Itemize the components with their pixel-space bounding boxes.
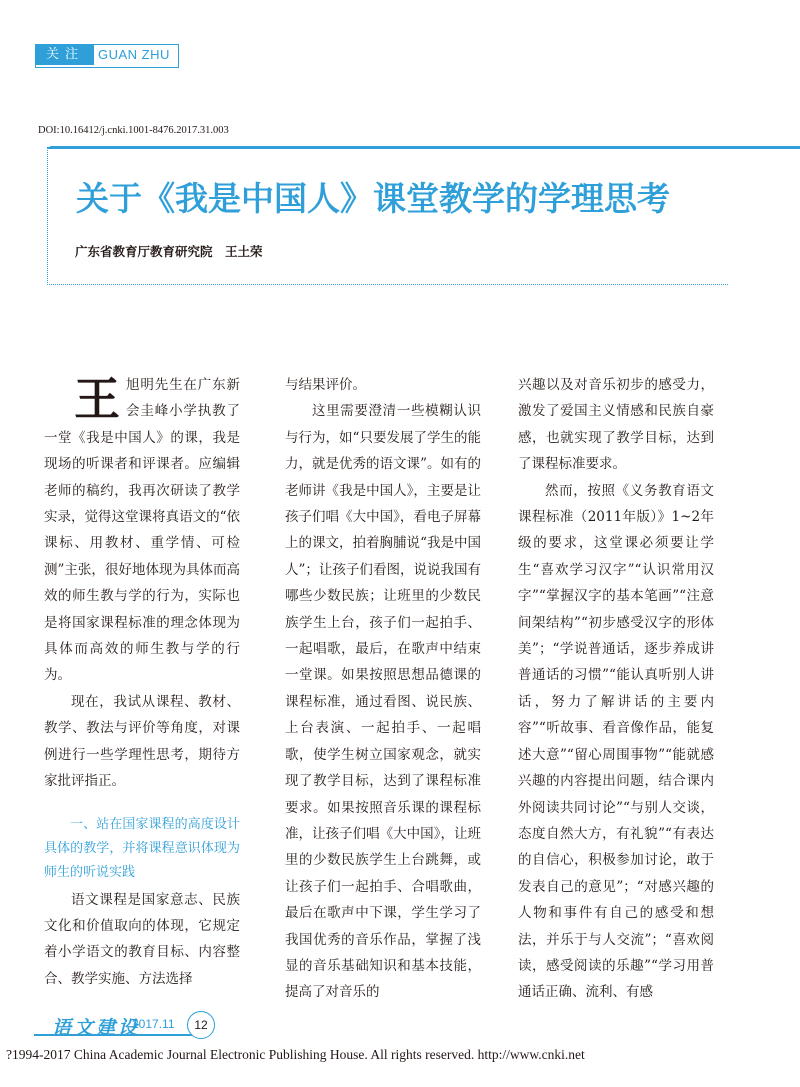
column-tag-chinese: 关注 [36,45,94,65]
issue-date: 2017.11 [132,1017,175,1031]
text-column-3 [518,372,714,1006]
doi-line: DOI:10.16412/j.cnki.1001-8476.2017.31.003 [38,125,229,136]
drop-cap: 王 [74,372,120,426]
paragraph: 然而，按照《义务教育语文课程标准（2011年版）》1~2年级的要求，这堂课必须要让学生“喜欢学习汉字”“认识常用汉字”“掌握汉字的基本笔画”“注意间架结构”“初步感受汉字的形体美”；“学说普通话，逐步养成讲普通话的习惯”“能认真听别人讲话，努力了解讲话的主要内容”“听故事、看音像作品，能复述大意”“留心周围事物”“能就感兴趣的内容提出问题，结合课内外阅读共同讨论”“与别人交谈，态度自然大方，有礼貌”“有表达的自信心，积极参加讨论，敢于发表自己的意见”；“对感兴趣的人物和事件有自己的感受和想法，并乐于与人交流”；“喜欢阅读，感受阅读的乐趣”“学习用普通话正确、流利、有感 [518,482,714,1001]
opening-paragraph [44,372,240,689]
paragraph-continued: 与结果评价。 [285,377,366,393]
paragraph: 这里需要澄清一些模糊认识与行为，如“只要发展了学生的能力，就是优秀的语文课”。如有的老师讲《我是中国人》，主要是让孩子们唱《大中国》，看电子屏幕上的课文，拍着胸脯说“我是中国人”；让孩子们看图，说说我国有哪些少数民族；让班里的少数民族学生上台，孩子们一起拍手、一起唱歌，最后，在歌声中结束一堂课。如果按照思想品德课的课程标准，通过看图、说民族、上台表演、一起拍手、一起唱歌，使学生树立国家观念，就实现了教学目标，达到了课程标准要求。如果按照音乐课的课程标准，让孩子们唱《大中国》，让班里的少数民族学生上台跳舞，或让孩子们一起拍手、合唱歌曲，最后在歌声中下课，学生学习了我国优秀的音乐作品，掌握了浅显的音乐基础知识和基本技能，提高了对音乐的 [285,403,481,1001]
column-tag-pinyin: GUAN ZHU [98,47,170,62]
article-title: 关于《我是中国人》课堂教学的学理思考 [76,179,670,218]
text-column-2 [285,372,481,1006]
opening-paragraph-text: 旭明先生在广东新会圭峰小学执教了一堂《我是中国人》的课，我是现场的听课者和评课者。应编辑老师的稿约，我再次研读了教学实录，觉得这堂课将真语文的“依课标、用教材、重学情、可检测”主张，很好地体现为具体而高效的师生教与学的行为，实际也是将国家课程标准的理念体现为具体而高效的师生教与学的行为。 [44,377,240,684]
journal-logo: 语文建设 [52,1017,141,1039]
page-number: 12 [187,1011,215,1039]
paragraph: 现在，我试从课程、教材、教学、教法与评价等角度，对课例进行一些学理性思考，期待方家批评指正。 [44,693,240,790]
section-heading-1: 一、站在国家课程的高度设计具体的教学，并将课程意识体现为师生的听说实践 [44,816,240,880]
paragraph-continued: 兴趣以及对音乐初步的感受力，激发了爱国主义情感和民族自豪感，也就实现了教学目标，达到了课程标准要求。 [518,377,714,473]
text-column-1 [44,372,240,992]
copyright-notice: ?1994-2017 China Academic Journal Electronic Publishing House. All rights reserved. http://www.cnki.net [6,1047,585,1062]
paragraph: 语文课程是国家意志、民族文化和价值取向的体现，它规定着小学语文的教育目标、内容整合、教学实施、方法选择 [44,891,240,987]
author-affiliation: 广东省教育厅教育研究院 王土荣 [75,244,263,259]
